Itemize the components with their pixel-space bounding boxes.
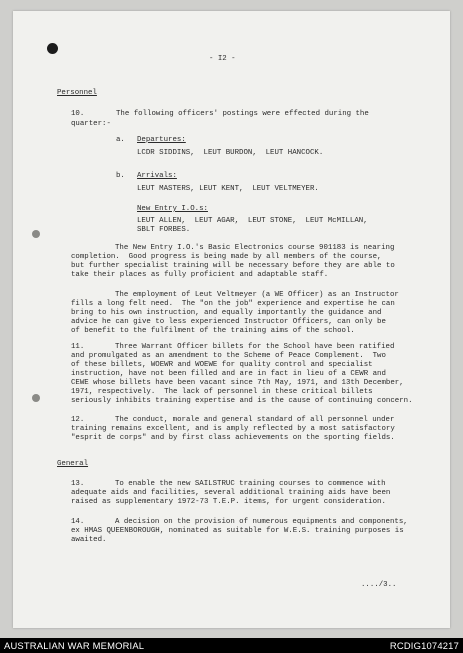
new-entry-names: SBLT FORBES.	[137, 226, 191, 234]
paragraph-line: of benefit to the fulfilment of the training aims of the school.	[71, 327, 355, 335]
paragraph-line: take their places as fully proficient and adaptable staff.	[71, 271, 329, 279]
paragraph-line: The New Entry I.O.'s Basic Electronics course 901183 is nearing	[115, 244, 395, 252]
para13-number: 13.	[71, 480, 85, 488]
paragraph-line: training remains excellent, and is amply reflected by a most satisfactory	[71, 425, 395, 433]
paragraph-line: 1971, respectively. The lack of personnel in these critical billets	[71, 388, 373, 396]
paragraph-line: ex HMAS QUEENBOROUGH, nominated as suitable for W.E.S. training purposes is	[71, 527, 404, 535]
paragraph-line: and promulgated as an amendment to the Scheme of Peace Complement. Two	[71, 352, 386, 360]
paragraph-line: "esprit de corps" and by first class achievements on the sporting fields.	[71, 434, 395, 442]
new-entry-heading: New Entry I.O.s:	[137, 205, 208, 213]
arrivals-heading: Arrivals:	[137, 172, 177, 180]
para10-number: 10.	[71, 110, 85, 118]
paragraph-line: adequate aids and facilities, several additional training aids have been	[71, 489, 391, 497]
paragraph-line: The conduct, morale and general standard of all personnel under	[115, 416, 395, 424]
para12-number: 12.	[71, 416, 85, 424]
section-heading-personnel: Personnel	[57, 89, 97, 97]
para11-number: 11.	[71, 343, 85, 351]
arrivals-names: LEUT MASTERS, LEUT KENT, LEUT VELTMEYER.	[137, 185, 319, 193]
punch-hole	[32, 394, 40, 402]
paragraph-line: To enable the new SAILSTRUC training courses to commence with	[115, 480, 386, 488]
para14-number: 14.	[71, 518, 85, 526]
departures-names: LCDR SIDDINS, LEUT BURDON, LEUT HANCOCK.	[137, 149, 324, 157]
paragraph-line: The employment of Leut Veltmeyer (a WE Officer) as an Instructor	[115, 291, 399, 299]
paragraph-line: advice he can give to less experienced Instructor Officers, can only be	[71, 318, 386, 326]
footer-record-id: RCDIG1074217	[389, 640, 459, 651]
paragraph-line: awaited.	[71, 536, 107, 544]
continuation-marker: ..../3..	[361, 581, 397, 589]
paragraph-line: A decision on the provision of numerous equipments and components,	[115, 518, 408, 526]
paragraph-line: completion. Good progress is being made by all members of the course,	[71, 253, 382, 261]
paragraph-line: CEWE whose billets have been vacant since 7th May, 1971, and 13th December,	[71, 379, 404, 387]
departures-heading: Departures:	[137, 136, 186, 144]
paragraph-line: fills a long felt need. The "on the job" experience and expertise he can	[71, 300, 395, 308]
archive-footer-bar	[0, 638, 463, 653]
punch-hole	[32, 230, 40, 238]
paragraph-line: Three Warrant Officer billets for the School have been ratified	[115, 343, 395, 351]
para10-b-label: b.	[116, 172, 125, 180]
paragraph-line: but further specialist training will be necessary before they are able to	[71, 262, 395, 270]
punch-hole	[47, 43, 58, 54]
document-page	[13, 11, 450, 628]
para10-intro-line: quarter:-	[71, 120, 111, 128]
paragraph-line: of these billets, WOEWR and WOEWE for quality control and specialist	[71, 361, 373, 369]
para10-a-label: a.	[116, 136, 125, 144]
footer-institution: AUSTRALIAN WAR MEMORIAL	[4, 640, 145, 651]
paragraph-line: instruction, have not been filled and are in fact in lieu of a CEWR and	[71, 370, 386, 378]
paragraph-line: seriously inhibits training expertise and is the cause of continuing concern.	[71, 397, 413, 405]
new-entry-names: LEUT ALLEN, LEUT AGAR, LEUT STONE, LEUT McMILLAN,	[137, 217, 368, 225]
page-number: - I2 -	[209, 55, 236, 63]
paragraph-line: bring to his own instruction, and equally importantly the guidance and	[71, 309, 382, 317]
paragraph-line: raised as supplementary 1972-73 T.E.P. items, for urgent consideration.	[71, 498, 386, 506]
para10-intro-line: The following officers' postings were effected during the	[116, 110, 369, 118]
section-heading-general: General	[57, 460, 89, 468]
